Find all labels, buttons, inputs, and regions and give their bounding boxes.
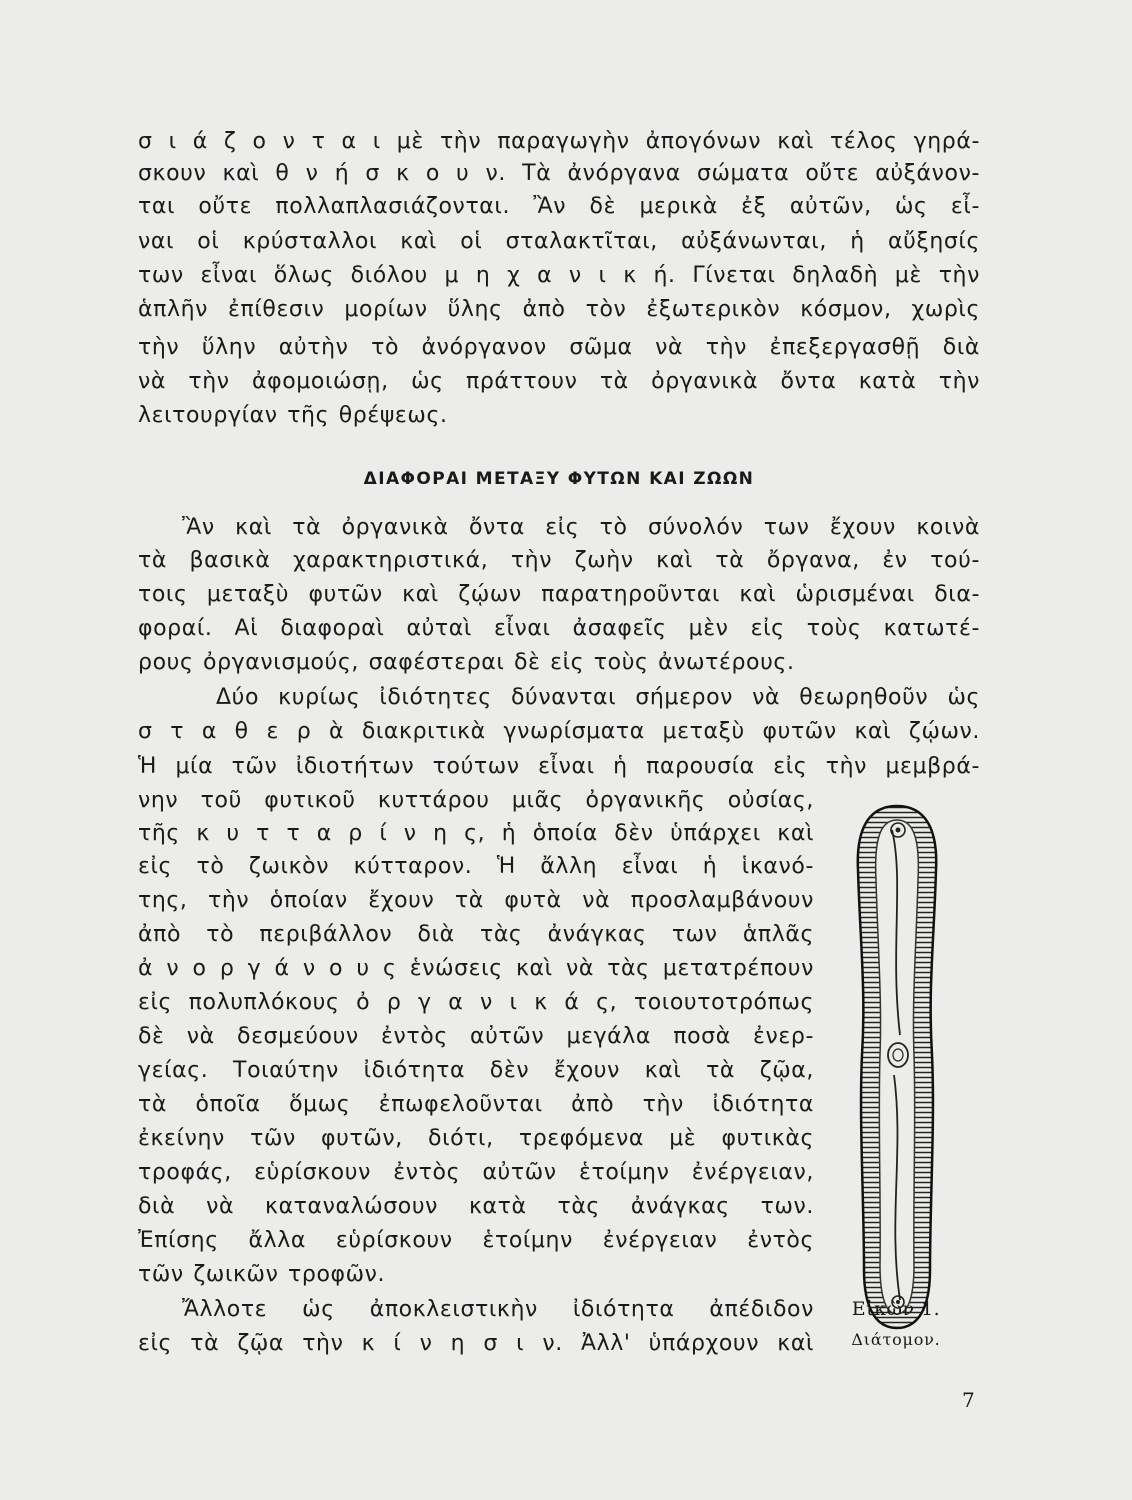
text-line: ται οὔτε πολλαπλασιάζονται. Ἂν δὲ μερικὰ ἐξ αὐτῶν, ὡς εἶ-: [138, 194, 980, 219]
text-line: τὰ βασικὰ χαρακτηριστικά, τὴν ζωὴν καὶ τὰ ὄργανα, ἐν τού-: [138, 548, 980, 573]
text-line: τοις μεταξὺ φυτῶν καὶ ζῴων παρατηροῦνται καὶ ὡρισμέναι δια-: [138, 582, 980, 607]
page-number: 7: [962, 1388, 975, 1412]
text-line: τὰ ὁποῖα ὅμως ἐπωφελοῦνται ἀπὸ τὴν ἰδιότητα: [138, 1092, 814, 1117]
text-line: τροφάς, εὑρίσκουν ἐντὸς αὐτῶν ἑτοίμην ἐνέργειαν,: [138, 1160, 814, 1185]
text-line: διὰ νὰ καταναλώσουν κατὰ τὰς ἀνάγκας των.: [138, 1194, 814, 1219]
text-line: ναι οἱ κρύσταλλοι καὶ οἱ σταλακτῖται, αὐξάνωνται, ἡ αὔξησίς: [138, 229, 980, 254]
text-line: τὴν ὕλην αὐτὴν τὸ ἀνόργανον σῶμα νὰ τὴν ἐπεξεργασθῇ διὰ: [138, 335, 980, 360]
text-line: της, τὴν ὁποίαν ἔχουν τὰ φυτὰ νὰ προσλαμβάνουν: [138, 888, 814, 913]
text-line: φοραί. Αἱ διαφοραὶ αὐταὶ εἶναι ἀσαφεῖς μὲν εἰς τοὺς κατωτέ-: [138, 616, 980, 641]
text-line: νὰ τὴν ἀφομοιώσῃ, ὡς πράττουν τὰ ὀργανικὰ ὄντα κατὰ τὴν: [138, 369, 980, 394]
diatom-illustration: [842, 800, 952, 1335]
text-line: Ἡ μία τῶν ἰδιοτήτων τούτων εἶναι ἡ παρουσία εἰς τὴν μεμβρά-: [138, 754, 980, 779]
text-line: δὲ νὰ δεσμεύουν ἐντὸς αὐτῶν μεγάλα ποσὰ ἐνερ-: [138, 1024, 814, 1049]
text-line: ἀπὸ τὸ περιβάλλον διὰ τὰς ἀνάγκας των ἁπλᾶς: [138, 922, 814, 947]
text-line: Δύο κυρίως ἰδιότητες δύνανται σήμερον νὰ θεωρηθοῦν ὡς: [216, 685, 980, 710]
text-line: Ἐπίσης ἄλλα εὑρίσκουν ἑτοίμην ἐνέργειαν ἐντὸς: [138, 1228, 814, 1253]
text-line: των εἶναι ὅλως διόλου μ η χ α ν ι κ ή. Γίνεται δηλαδὴ μὲ τὴν: [138, 263, 980, 288]
text-line: σ ι ά ζ ο ν τ α ι μὲ τὴν παραγωγὴν ἀπογόνων καὶ τέλος γηρά-: [138, 129, 980, 154]
text-line: Ἂν καὶ τὰ ὀργανικὰ ὄντα εἰς τὸ σύνολόν των ἔχουν κοινὰ: [182, 515, 980, 540]
text-line: εἰς πολυπλόκους ὀ ρ γ α ν ι κ ά ς, τοιουτοτρόπως: [138, 990, 814, 1015]
text-line: ἐκείνην τῶν φυτῶν, διότι, τρεφόμενα μὲ φυτικὰς: [138, 1126, 814, 1151]
text-line: εἰς τὸ ζωικὸν κύτταρον. Ἡ ἄλλη εἶναι ἡ ἱκανό-: [138, 854, 814, 879]
text-line: λειτουργίαν τῆς θρέψεως.: [138, 403, 448, 428]
text-line: σ τ α θ ε ρ ὰ διακριτικὰ γνωρίσματα μεταξὺ φυτῶν καὶ ζῴων.: [138, 719, 980, 744]
text-line: σκουν καὶ θ ν ή σ κ ο υ ν. Τὰ ἀνόργανα σώματα οὔτε αὐξάνον-: [138, 161, 980, 186]
text-line: εἰς τὰ ζῷα τὴν κ ί ν η σ ι ν. Ἀλλ' ὑπάρχουν καὶ: [138, 1331, 814, 1356]
text-line: Ἄλλοτε ὡς ἀποκλειστικὴν ἰδιότητα ἀπέδιδον: [182, 1297, 814, 1322]
text-line: ρους ὀργανισμούς, σαφέστεραι δὲ εἰς τοὺς ἀνωτέρους.: [138, 650, 795, 675]
figure-caption-name: Διάτομον.: [851, 1330, 941, 1349]
text-line: ἁπλῆν ἐπίθεσιν μορίων ὕλης ἀπὸ τὸν ἐξωτερικὸν κόσμον, χωρὶς: [138, 297, 980, 322]
text-line: νην τοῦ φυτικοῦ κυττάρου μιᾶς ὀργανικῆς οὐσίας,: [138, 788, 814, 813]
text-line: τῆς κ υ τ τ α ρ ί ν η ς, ἡ ὁποία δὲν ὑπάρχει καὶ: [138, 821, 814, 846]
figure-caption-title: Εἰκὼν 1.: [851, 1298, 941, 1320]
section-heading: ΔΙΑΦΟΡΑΙ ΜΕΤΑΞΥ ΦΥΤΩΝ ΚΑΙ ΖΩΩΝ: [363, 469, 755, 489]
text-line: ἀ ν ο ρ γ ά ν ο υ ς ἑνώσεις καὶ νὰ τὰς μετατρέπουν: [138, 956, 814, 981]
text-line: τῶν ζωικῶν τροφῶν.: [138, 1262, 386, 1287]
text-line: γείας. Τοιαύτην ἰδιότητα δὲν ἔχουν καὶ τὰ ζῷα,: [138, 1058, 814, 1083]
